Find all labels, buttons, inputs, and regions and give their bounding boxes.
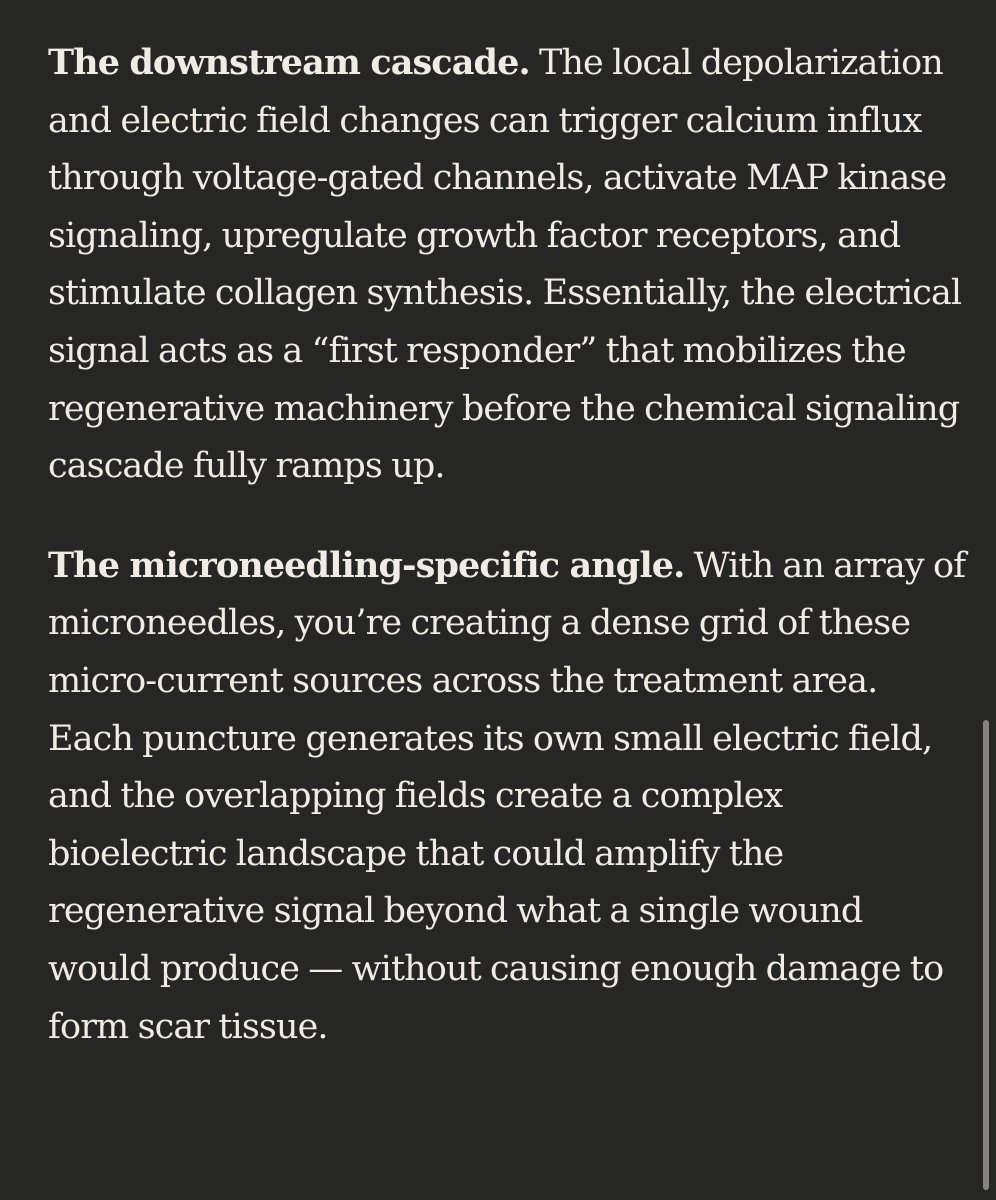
paragraph-downstream-cascade xyxy=(48,34,968,496)
paragraph-microneedling-angle xyxy=(48,537,968,1056)
paragraph-heading: The downstream cascade. xyxy=(48,42,530,83)
message-content xyxy=(48,34,968,1056)
paragraph-body: The local depolarization and electric field changes can trigger calcium influx through voltage-gated channels, activate MAP kinase signaling, upregulate growth factor receptors, and stimulate collagen synthesis. Essentially, the electrical signal acts as a “first responder” that mobilizes the regenerative machinery before the chemical signaling cascade fully ramps up. xyxy=(48,43,962,487)
paragraph-body: With an array of microneedles, you’re creating a dense grid of these micro-current sources across the treatment area. Each puncture generates its own small electric field, and the overlapping fields create a complex bioelectric landscape that could amplify the regenerative signal beyond what a single wound would produce — without causing enough damage to form scar tissue. xyxy=(48,545,966,1047)
paragraph-heading: The microneedling-specific angle. xyxy=(48,544,685,586)
vertical-scrollbar[interactable] xyxy=(983,720,989,1190)
